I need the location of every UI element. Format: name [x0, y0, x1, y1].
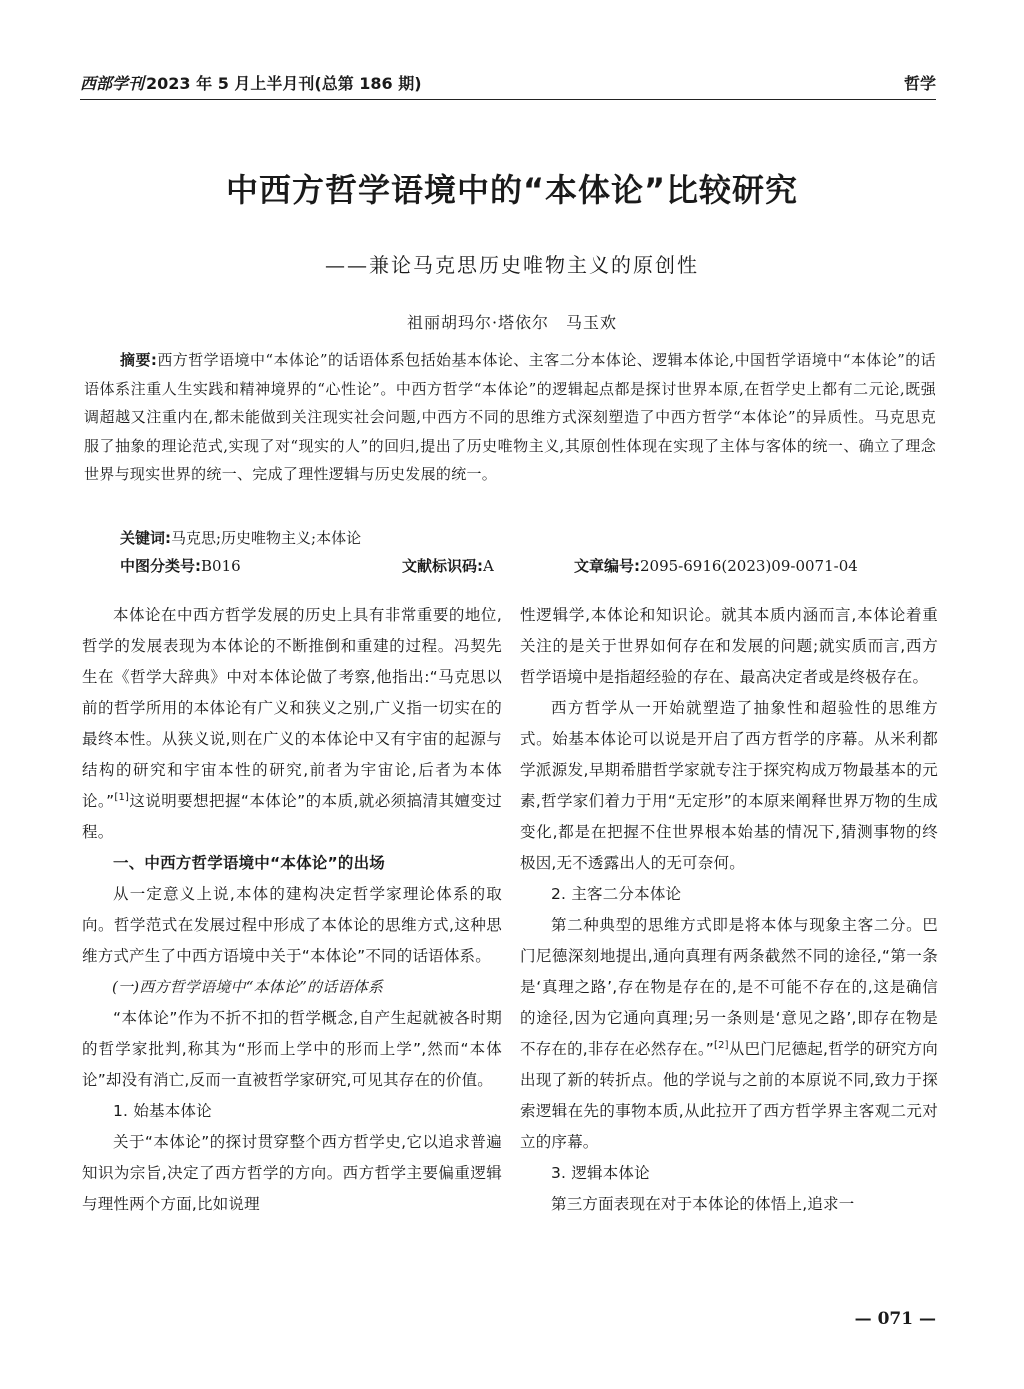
- body-column-left: [82, 600, 502, 1220]
- clc-label: 中图分类号:: [120, 557, 201, 575]
- citation-ref: [2]: [714, 1039, 729, 1051]
- doc-label: 文献标识码:: [402, 557, 483, 575]
- article-title: 中西方哲学语境中的“本体论”比较研究: [225, 171, 799, 209]
- section-heading: 一、中西方哲学语境中“本体论”的出场: [113, 854, 385, 872]
- article-authors: 祖丽胡玛尔·塔依尔 马玉欢: [406, 313, 618, 332]
- body-paragraph: 性逻辑学,本体论和知识论。就其本质内涵而言,本体论着重关注的是关于世界如何存在和发展的问题;就实质而言,西方哲学语境中是指超经验的存在、最高决定者或是终极存在。: [520, 606, 938, 686]
- body-paragraph: 西方哲学从一开始就塑造了抽象性和超验性的思维方式。始基本体论可以说是开启了西方哲学的序幕。从米利都学派源发,早期希腊哲学家就专注于探究构成万物最基本的元素,哲学家们着力于用“无定形”的本原来阐释世界万物的生成变化,都是在把握不住世界根本始基的情况下,猜测事物的终极因,无不透露出人的无可奈何。: [520, 699, 938, 872]
- doc-value: A: [483, 557, 494, 575]
- keywords-row: [84, 524, 936, 552]
- journal-issue: [80, 70, 422, 98]
- body-paragraph: [520, 910, 938, 1158]
- abstract-paragraph: [84, 346, 936, 489]
- issue-info: 2023 年 5 月上半月刊(总第 186 期): [146, 74, 422, 93]
- page-number: — 071 —: [854, 1309, 936, 1329]
- body-paragraph: 第三方面表现在对于本体论的体悟上,追求一: [551, 1195, 855, 1213]
- journal-logo: 西部学刊: [80, 74, 145, 93]
- running-header: [80, 70, 936, 98]
- citation-ref: [1]: [114, 791, 130, 803]
- paragraph-text: 从巴门尼德起,哲学的研究方向出现了新的转折点。他的学说与之前的本原说不同,致力于探索逻辑在先的事物本质,从此拉开了西方哲学界主客观二元对立的序幕。: [520, 1040, 939, 1151]
- clc-number: [120, 552, 241, 580]
- subsubsection-heading: 1. 始基本体论: [113, 1102, 212, 1120]
- paragraph-text: 本体论在中西方哲学发展的历史上具有非常重要的地位,哲学的发展表现为本体论的不断推倒和重建的过程。冯契先生在《哲学大辞典》中对本体论做了考察,他指出:“马克思以前的哲学所用的本体论有广义和狭义之别,广义指一切实在的最终本性。从狭义说,则在广义的本体论中又有宇宙的起源与结构的研究和宇宙本性的研究,前者为宇宙论,后者为本体论。”: [82, 606, 502, 810]
- keywords-text: 马克思;历史唯物主义;本体论: [171, 529, 362, 547]
- header-divider: [80, 99, 936, 100]
- document-code: [402, 552, 494, 580]
- subsection-heading: (一)西方哲学语境中“本体论”的话语体系: [112, 978, 384, 996]
- subsubsection-heading: 3. 逻辑本体论: [551, 1164, 650, 1182]
- abstract-text: 西方哲学语境中“本体论”的话语体系包括始基本体论、主客二分本体论、逻辑本体论,中国哲学语境中“本体论”的话语体系注重人生实践和精神境界的“心性论”。中西方哲学“本体论”的逻辑起点都是探讨世界本原,在哲学史上都有二元论,既强调超越又注重内在,都未能做到关注现实社会问题,中西方不同的思维方式深刻塑造了中西方哲学“本体论”的异质性。马克思克服了抽象的理论范式,实现了对“现实的人”的回归,提出了历史唯物主义,其原创性体现在实现了主体与客体的统一、确立了理念世界与现实世界的统一、完成了理性逻辑与历史发展的统一。: [84, 351, 936, 483]
- paragraph-text: 这说明要想把握“本体论”的本质,就必须搞清其嬗变过程。: [82, 792, 502, 841]
- clc-value: B016: [201, 557, 241, 575]
- body-column-right: [520, 600, 938, 1220]
- article-number: [574, 552, 858, 580]
- abstract: [84, 346, 936, 489]
- subsubsection-heading: 2. 主客二分本体论: [551, 885, 682, 903]
- keywords-label: 关键词:: [120, 529, 171, 547]
- classification-row: [84, 552, 936, 580]
- abstract-label: 摘要:: [120, 351, 158, 369]
- body-paragraph: “本体论”作为不折不扣的哲学概念,自产生起就被各时期的哲学家批判,称其为“形而上学中的形而上学”,然而“本体论”却没有消亡,反而一直被哲学家研究,可见其存在的价值。: [82, 1009, 502, 1089]
- article-meta: [84, 524, 936, 580]
- body-paragraph: 关于“本体论”的探讨贯穿整个西方哲学史,它以追求普遍知识为宗旨,决定了西方哲学的方向。西方哲学主要偏重逻辑与理性两个方面,比如说理: [82, 1133, 502, 1213]
- body-paragraph: [82, 600, 502, 848]
- section-name: 哲学: [903, 74, 936, 93]
- article-number-value: 2095-6916(2023)09-0071-04: [640, 557, 858, 575]
- article-subtitle: ——兼论马克思历史唯物主义的原创性: [325, 253, 699, 277]
- article-number-label: 文章编号:: [574, 557, 640, 575]
- body-paragraph: 从一定意义上说,本体的建构决定哲学家理论体系的取向。哲学范式在发展过程中形成了本体论的思维方式,这种思维方式产生了中西方语境中关于“本体论”不同的话语体系。: [82, 885, 502, 965]
- paragraph-text: 第二种典型的思维方式即是将本体与现象主客二分。巴门尼德深刻地提出,通向真理有两条截然不同的途径,“第一条是‘真理之路’,存在物是存在的,是不可能不存在的,这是确信的途径,因为它通向真理;另一条则是‘意见之路’,即存在物是不存在的,非存在必然存在。”: [520, 916, 938, 1058]
